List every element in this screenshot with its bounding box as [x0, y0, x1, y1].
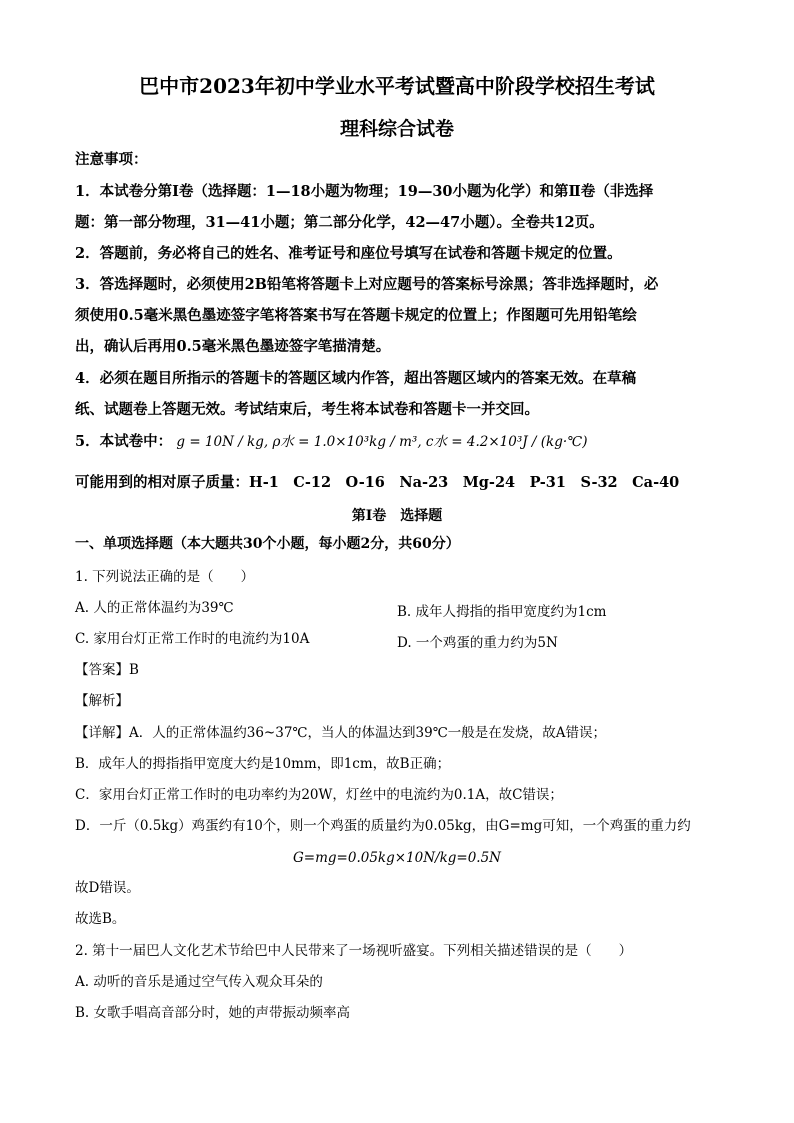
q1-detail-c: C．家用台灯正常工作时的电功率约为20W，灯丝中的电流约为0.1A，故C错误； — [75, 787, 563, 803]
q2-option-b: B. 女歌手唱高音部分时，她的声带振动频率高 — [75, 1005, 351, 1021]
exam-subtitle: 理科综合试卷 — [339, 118, 454, 140]
q1-d-wrong: 故D错误。 — [75, 880, 140, 896]
note-item-4-line-2: 纸、试题卷上答题无效。考试结束后，考生将本试卷和答题卡一并交回。 — [75, 401, 539, 418]
notes-heading: 注意事项： — [75, 151, 148, 168]
q1-option-b: B. 成年人拇指的指甲宽度约为1cm — [397, 604, 607, 620]
q2-option-a: A. 动听的音乐是通过空气传入观众耳朵的 — [75, 974, 323, 990]
q1-detail-a: 【详解】A．人的正常体温约36~37℃，当人的体温达到39℃一般是在发烧，故A错误； — [75, 725, 607, 741]
q1-stem: 1. 下列说法正确的是（ ） — [75, 569, 255, 585]
q1-answer: 【答案】B — [75, 662, 139, 678]
q1-choose: 故选B。 — [75, 911, 126, 927]
q1-detail-b: B．成年人的拇指指甲宽度大约是10mm，即1cm，故B正确； — [75, 756, 451, 772]
note-item-3-line-2: 须使用0.5毫米黑色墨迹签字笔将答案书写在答题卡规定的位置上；作图题可先用铅笔绘 — [75, 307, 637, 324]
q2-stem: 2. 第十一届巴人文化艺术节给巴中人民带来了一场视听盛宴。下列相关描述错误的是（ ） — [75, 943, 633, 959]
q1-analysis-label: 【解析】 — [75, 693, 129, 709]
note-item-5 — [75, 434, 588, 450]
q1-formula: G=mg=0.05kg×10N/kg=0.5N — [293, 850, 501, 866]
note-item-1-line-2: 题：第一部分物理，31—41小题；第二部分化学，42—47小题）。全卷共12页。 — [75, 214, 604, 231]
note-item-4-line-1: 4．必须在题目所指示的答题卡的答题区域内作答，超出答题区域内的答案无效。在草稿 — [75, 370, 637, 387]
note-item-1-line-1: 1．本试卷分第Ⅰ卷（选择题：1—18小题为物理；19—30小题为化学）和第Ⅱ卷（非选择 — [75, 183, 654, 200]
constants-formula: g = 10N / kg, ρ水 = 1.0×10³kg / m³, c水 = 4.2×10³J / (kg·℃) — [176, 434, 588, 450]
section-heading: 一、单项选择题（本大题共30个小题，每小题2分，共60分） — [75, 536, 460, 552]
q1-option-d: D. 一个鸡蛋的重力约为5N — [397, 635, 558, 651]
q1-detail-d: D．一斤（0.5kg）鸡蛋约有10个，则一个鸡蛋的质量约为0.05kg，由G=mg可知，一个鸡蛋的重力约 — [75, 818, 691, 834]
part-title: 第Ⅰ卷 选择题 — [351, 508, 443, 524]
q1-option-a: A. 人的正常体温约为39℃ — [75, 600, 234, 616]
q1-option-c: C. 家用台灯正常工作时的电流约为10A — [75, 631, 310, 647]
exam-title: 巴中市2023年初中学业水平考试暨高中阶段学校招生考试 — [139, 74, 655, 98]
note-item-3-line-1: 3．答选择题时，必须使用2B铅笔将答题卡上对应题号的答案标号涂黑；答非选择题时，必 — [75, 276, 659, 293]
note-item-3-line-3: 出，确认后再用0.5毫米黑色墨迹签字笔描清楚。 — [75, 338, 391, 355]
note-item-2: 2．答题前，务必将自己的姓名、准考证号和座位号填写在试卷和答题卡规定的位置。 — [75, 245, 622, 262]
atomic-mass-line: 可能用到的相对原子质量：H-1 C-12 O-16 Na-23 Mg-24 P-31 S-32 Ca-40 — [75, 474, 680, 491]
note-item-5-label: 5．本试卷中： — [75, 433, 173, 450]
